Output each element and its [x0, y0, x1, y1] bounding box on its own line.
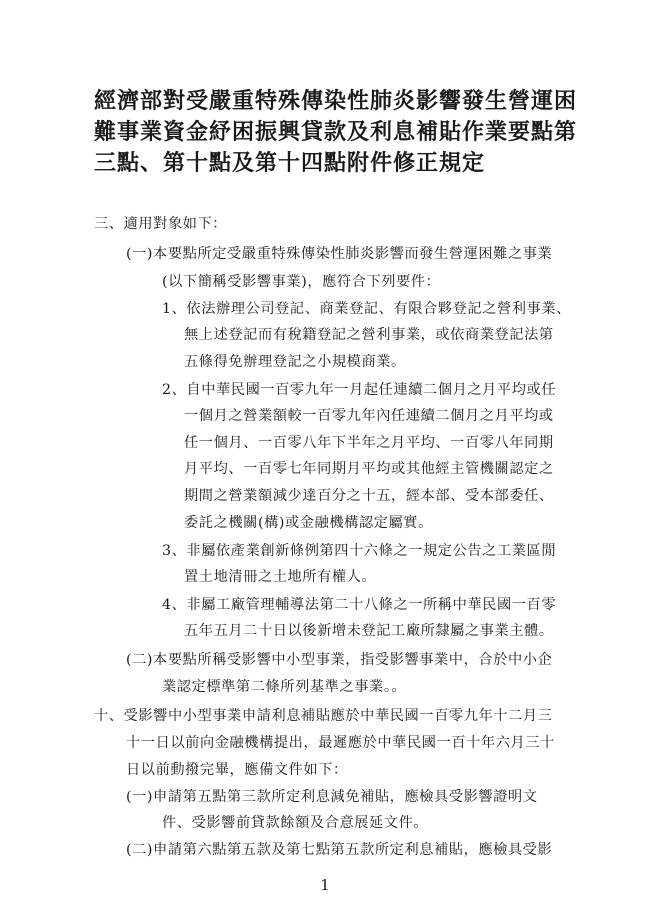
item-2-line: 任一個月、一百零八年下半年之月平均、一百零八年同期 [184, 435, 554, 451]
clause-2-line: (二)本要點所稱受影響中小型事業，指受影響事業中，合於中小企 [126, 652, 553, 668]
section-10-line: 十一日以前向金融機構提出，最遲應於中華民國一百十年六月三十 [126, 735, 555, 751]
item-4-line: 五年五月二十日以後新增未登記工廠所隸屬之事業主體。 [184, 623, 554, 639]
section-10-line: 日以前動撥完畢，應備文件如下： [126, 762, 348, 778]
item-2-line: 委託之機關(構)或金融機構認定屬實。 [184, 515, 433, 531]
section-heading-3: 三、適用對象如下： [94, 216, 228, 232]
clause-1-line: (以下簡稱受影響事業)，應符合下列要件： [162, 274, 441, 290]
section-10-clause-2-line: (二)申請第六點第五款及第七點第五款所定利息補貼，應檢具受影 [126, 842, 553, 858]
page-number: 1 [320, 876, 330, 894]
title-line: 難事業資金紓困振興貸款及利息補貼作業要點第 [94, 119, 578, 145]
item-2-line: 期間之營業額減少達百分之十五，經本部、受本部委任、 [184, 488, 554, 504]
clause-1-line: (一)本要點所定受嚴重特殊傳染性肺炎影響而發生營運困難之事業 [126, 246, 553, 262]
title-line: 三點、第十點及第十四點附件修正規定 [94, 150, 486, 176]
item-2-line: 2、自中華民國一百零九年一月起任連續二個月之月平均或任 [162, 382, 557, 398]
item-1-line: 無上述登記而有稅籍登記之營利事業，或依商業登記法第 [184, 327, 554, 343]
item-4-line: 4、非屬工廠管理輔導法第二十八條之一所稱中華民國一百零 [162, 597, 557, 613]
section-heading-10: 十、受影響中小型事業申請利息補貼應於中華民國一百零九年十二月三 [94, 708, 553, 724]
item-2-line: 月平均、一百零七年同期月平均或其他經主管機關認定之 [184, 461, 554, 477]
item-3-line: 3、非屬依產業創新條例第四十六條之一規定公告之工業區閒 [162, 543, 557, 559]
item-2-line: 一個月之營業額較一百零九年內任連續二個月之月平均或 [184, 408, 554, 424]
item-3-line: 置土地清冊之土地所有權人。 [184, 569, 377, 585]
item-1-line: 1、依法辦理公司登記、商業登記、有限合夥登記之營利事業、 [162, 301, 571, 317]
title-line: 經濟部對受嚴重特殊傳染性肺炎影響發生營運困 [94, 88, 578, 114]
document-title [94, 86, 594, 179]
item-1-line: 五條得免辦理登記之小規模商業。 [184, 354, 406, 370]
section-10-clause-1-line: 件、受影響前貸款餘額及合意展延文件。 [162, 815, 429, 831]
clause-2-line: 業認定標準第二條所列基準之事業。。 [162, 679, 407, 695]
section-10-clause-1-line: (一)申請第五點第三款所定利息減免補貼，應檢具受影響證明文 [126, 789, 538, 805]
